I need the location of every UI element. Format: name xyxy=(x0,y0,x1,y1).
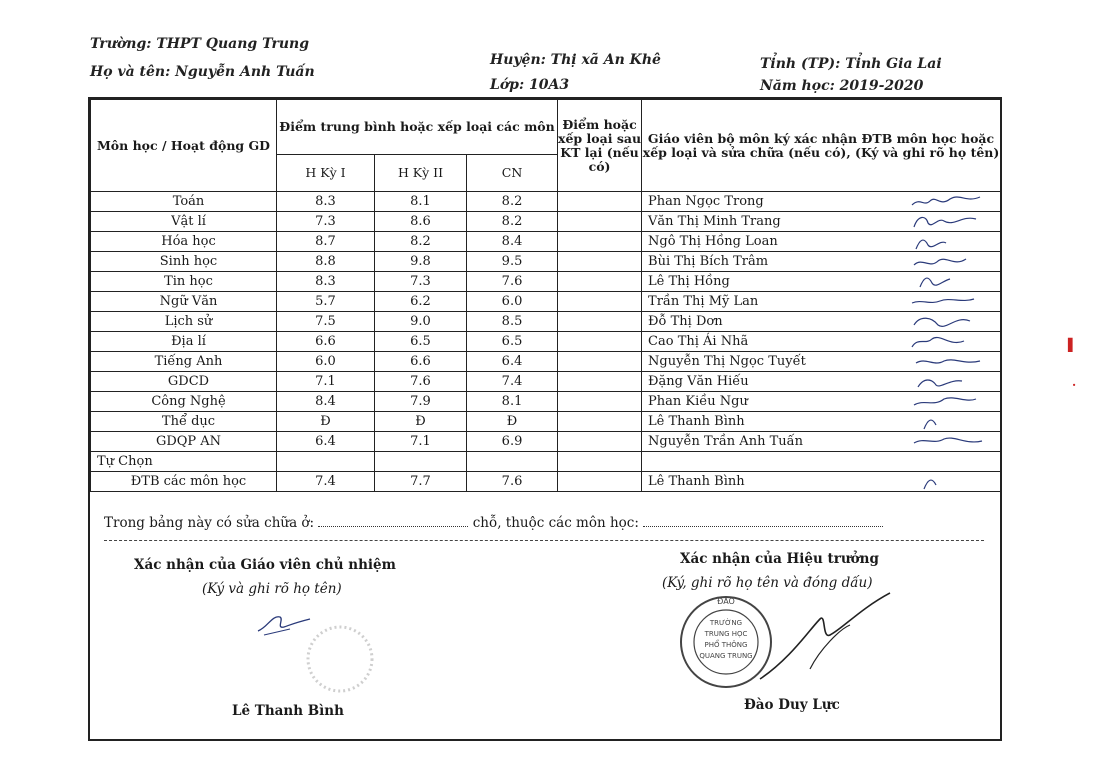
cn-cell xyxy=(467,252,558,272)
subject-text: ĐTB các môn học xyxy=(130,474,247,489)
teacher-text: Phan Kiều Ngư xyxy=(648,394,748,409)
sem1-text: 8.3 xyxy=(315,274,336,289)
subject-cell xyxy=(91,252,277,272)
sem2-cell xyxy=(375,352,467,372)
sem1-cell xyxy=(277,472,375,492)
principal-sub: (Ký, ghi rõ họ tên và đóng dấu) xyxy=(662,575,873,591)
teacher-signature-icon xyxy=(910,473,990,491)
subject-text: Tin học xyxy=(164,274,213,289)
subject-text: Công Nghệ xyxy=(151,394,226,409)
subject-row xyxy=(91,292,1001,312)
sem2-cell xyxy=(375,372,467,392)
margin-mark-2: · xyxy=(1072,378,1077,392)
teacher-text: Ngô Thị Hồng Loan xyxy=(648,234,778,249)
teacher-cell xyxy=(642,252,1001,272)
year-label: Năm học: xyxy=(760,78,835,94)
teacher-signature-icon xyxy=(910,393,990,411)
subject-text: Ngữ Văn xyxy=(159,294,218,309)
elective-empty-cell xyxy=(375,452,467,472)
correction-mid: chỗ, thuộc các môn học: xyxy=(472,515,639,531)
cn-cell xyxy=(467,392,558,412)
sem1-cell xyxy=(277,372,375,392)
sem2-text: 8.1 xyxy=(410,194,431,209)
sem1-text: 5.7 xyxy=(315,294,336,309)
cn-cell xyxy=(467,432,558,452)
sem2-cell xyxy=(375,472,467,492)
cn-cell xyxy=(467,272,558,292)
school-label: Trường: xyxy=(90,36,152,52)
sem1-text: 8.8 xyxy=(315,254,336,269)
teacher-text: Phan Ngọc Trong xyxy=(648,194,764,209)
correction-count-dots xyxy=(318,516,468,527)
grades-table xyxy=(90,99,1001,492)
sem1-text: 8.3 xyxy=(315,194,336,209)
subject-row xyxy=(91,372,1001,392)
teacher-signature-icon xyxy=(910,193,990,211)
teacher-signature-icon xyxy=(910,253,990,271)
cn-text: 8.2 xyxy=(501,194,523,209)
subject-text: Tiếng Anh xyxy=(154,354,223,369)
subject-cell xyxy=(91,332,277,352)
subject-cell xyxy=(91,212,277,232)
cn-cell xyxy=(467,412,558,432)
teacher-cell xyxy=(642,292,1001,312)
subject-row xyxy=(91,212,1001,232)
sem1-cell xyxy=(277,332,375,352)
sem2-cell xyxy=(375,212,467,232)
header-sem1: H Kỳ I xyxy=(277,155,375,192)
subject-cell xyxy=(91,292,277,312)
student-name: Nguyễn Anh Tuấn xyxy=(175,64,315,80)
sem1-cell xyxy=(277,412,375,432)
sem1-text: 7.1 xyxy=(315,374,336,389)
school-line xyxy=(90,36,309,52)
homeroom-name: Lê Thanh Bình xyxy=(232,703,344,719)
stamp-line: TRƯỜNG xyxy=(709,619,743,627)
teacher-text: Trần Thị Mỹ Lan xyxy=(648,294,759,309)
teacher-text: Lê Thị Hồng xyxy=(648,274,730,289)
subject-row xyxy=(91,312,1001,332)
sem2-text: 6.6 xyxy=(410,354,431,369)
retest-cell xyxy=(558,372,642,392)
sem1-cell xyxy=(277,292,375,312)
subject-row xyxy=(91,352,1001,372)
elective-row xyxy=(91,452,1001,472)
retest-cell xyxy=(558,272,642,292)
teacher-text: Nguyễn Thị Ngọc Tuyết xyxy=(648,354,806,369)
subject-row xyxy=(91,392,1001,412)
average-row xyxy=(91,472,1001,492)
teacher-text: Lê Thanh Bình xyxy=(648,474,745,489)
sem1-cell xyxy=(277,192,375,212)
principal-title: Xác nhận của Hiệu trưởng xyxy=(680,551,879,567)
subject-text: Hóa học xyxy=(161,234,216,249)
class-line xyxy=(490,77,569,93)
header-average: Điểm trung bình hoặc xếp loại các môn xyxy=(277,100,558,155)
retest-cell xyxy=(558,332,642,352)
cn-cell xyxy=(467,312,558,332)
retest-cell xyxy=(558,252,642,272)
cn-text: Đ xyxy=(506,414,518,429)
stamp-text xyxy=(696,618,756,662)
sem2-cell xyxy=(375,412,467,432)
cn-text: 6.5 xyxy=(501,334,523,349)
subject-text: Thể dục xyxy=(161,414,216,429)
teacher-signature-icon xyxy=(910,213,990,231)
teacher-cell xyxy=(642,372,1001,392)
transcript-sheet xyxy=(88,97,1002,741)
retest-cell xyxy=(558,412,642,432)
subject-text: GDCD xyxy=(167,374,210,389)
correction-note xyxy=(104,515,883,531)
header-retest: Điểm hoặc xếp loại sau KT lại (nếu có) xyxy=(558,100,642,192)
sem2-text: 7.9 xyxy=(410,394,431,409)
margin-mark: ▌ xyxy=(1068,338,1078,352)
cn-text: 7.6 xyxy=(501,474,523,489)
header-teacher: Giáo viên bộ môn ký xác nhận ĐTB môn học hoặc xếp loại và sửa chữa (nếu có), (Ký và ghi rõ họ tên) xyxy=(642,100,1001,192)
subject-row xyxy=(91,232,1001,252)
sem2-text: 7.3 xyxy=(410,274,431,289)
teacher-signature-icon xyxy=(910,373,990,391)
teacher-cell xyxy=(642,232,1001,252)
sem2-text: 7.7 xyxy=(410,474,431,489)
elective-label: Tự Chọn xyxy=(91,452,277,472)
subject-row xyxy=(91,412,1001,432)
homeroom-sub: (Ký và ghi rõ họ tên) xyxy=(202,581,342,597)
subject-cell xyxy=(91,412,277,432)
teacher-signature-icon xyxy=(910,433,990,451)
teacher-signature-icon xyxy=(910,313,990,331)
sem1-text: 7.5 xyxy=(315,314,336,329)
teacher-text: Lê Thanh Bình xyxy=(648,414,745,429)
class-name: 10A3 xyxy=(529,77,570,93)
subject-cell xyxy=(91,372,277,392)
subject-text: Lịch sử xyxy=(164,314,213,329)
subject-cell xyxy=(91,472,277,492)
teacher-signature-icon xyxy=(910,273,990,291)
subject-cell xyxy=(91,432,277,452)
teacher-cell xyxy=(642,392,1001,412)
teacher-cell xyxy=(642,312,1001,332)
header-cn: CN xyxy=(467,155,558,192)
cn-text: 8.2 xyxy=(501,214,523,229)
grades-body xyxy=(91,192,1001,492)
separator xyxy=(104,540,984,541)
sem2-cell xyxy=(375,332,467,352)
subject-text: Toán xyxy=(172,194,205,209)
sem2-text: 6.5 xyxy=(410,334,431,349)
sem1-text: 6.6 xyxy=(315,334,336,349)
correction-prefix: Trong bảng này có sửa chữa ở: xyxy=(104,515,315,531)
header-subject: Môn học / Hoạt động GD xyxy=(91,100,277,192)
subject-row xyxy=(91,332,1001,352)
homeroom-title: Xác nhận của Giáo viên chủ nhiệm xyxy=(134,557,396,573)
sem1-cell xyxy=(277,272,375,292)
sem2-text: 8.6 xyxy=(410,214,431,229)
sem2-cell xyxy=(375,192,467,212)
teacher-text: Đặng Văn Hiếu xyxy=(648,374,749,389)
cn-cell xyxy=(467,472,558,492)
cn-cell xyxy=(467,192,558,212)
stamp-line: QUANG TRUNG xyxy=(699,652,753,660)
elective-empty-cell xyxy=(277,452,375,472)
retest-cell xyxy=(558,432,642,452)
cn-cell xyxy=(467,232,558,252)
cn-text: 6.9 xyxy=(501,434,523,449)
sem1-text: 7.3 xyxy=(315,214,336,229)
sem2-text: 9.0 xyxy=(410,314,431,329)
teacher-signature-icon xyxy=(910,293,990,311)
student-label: Họ và tên: xyxy=(90,64,171,80)
sem2-cell xyxy=(375,312,467,332)
teacher-cell xyxy=(642,332,1001,352)
retest-cell xyxy=(558,192,642,212)
cn-cell xyxy=(467,292,558,312)
subject-cell xyxy=(91,232,277,252)
elective-empty-cell xyxy=(467,452,558,472)
sem1-cell xyxy=(277,212,375,232)
stamp-top-text: ĐÀO xyxy=(717,597,735,606)
retest-cell xyxy=(558,352,642,372)
cn-text: 7.6 xyxy=(501,274,523,289)
sem2-cell xyxy=(375,232,467,252)
class-label: Lớp: xyxy=(490,77,525,93)
sem1-cell xyxy=(277,252,375,272)
sem1-cell xyxy=(277,232,375,252)
cn-cell xyxy=(467,332,558,352)
teacher-signature-icon xyxy=(910,333,990,351)
cn-text: 6.0 xyxy=(501,294,523,309)
teacher-signature-icon xyxy=(910,233,990,251)
sem2-cell xyxy=(375,252,467,272)
subject-cell xyxy=(91,392,277,412)
teacher-signature-icon xyxy=(910,413,990,431)
sem1-cell xyxy=(277,432,375,452)
cn-cell xyxy=(467,212,558,232)
sem1-text: 7.4 xyxy=(315,474,336,489)
subject-cell xyxy=(91,352,277,372)
district-name: Thị xã An Khê xyxy=(550,52,661,68)
year-line xyxy=(760,78,923,94)
teacher-text: Cao Thị Ái Nhã xyxy=(648,334,749,349)
sem2-text: 6.2 xyxy=(410,294,431,309)
subject-row xyxy=(91,252,1001,272)
sem2-text: 7.6 xyxy=(410,374,431,389)
year-value: 2019-2020 xyxy=(839,78,924,94)
subject-cell xyxy=(91,312,277,332)
sem2-cell xyxy=(375,272,467,292)
teacher-cell xyxy=(642,472,1001,492)
teacher-signature-icon xyxy=(910,353,990,371)
cn-text: 8.4 xyxy=(501,234,523,249)
school-name: THPT Quang Trung xyxy=(156,36,309,52)
stamp-line: PHỔ THÔNG xyxy=(704,641,748,649)
principal-name: Đào Duy Lực xyxy=(744,697,840,713)
elective-empty-cell xyxy=(558,452,642,472)
sem1-text: Đ xyxy=(320,414,331,429)
correction-subjects-dots xyxy=(643,516,883,527)
sem2-text: 9.8 xyxy=(410,254,431,269)
subject-text: GDQP AN xyxy=(155,434,222,449)
sem1-cell xyxy=(277,392,375,412)
header-sem2: H Kỳ II xyxy=(375,155,467,192)
sem1-cell xyxy=(277,312,375,332)
sem1-cell xyxy=(277,352,375,372)
subject-text: Địa lí xyxy=(171,334,206,349)
sem2-cell xyxy=(375,292,467,312)
teacher-cell xyxy=(642,352,1001,372)
teacher-cell xyxy=(642,212,1001,232)
cn-cell xyxy=(467,352,558,372)
sem2-cell xyxy=(375,432,467,452)
sem2-cell xyxy=(375,392,467,412)
sem1-text: 8.4 xyxy=(315,394,336,409)
cn-text: 8.1 xyxy=(501,394,523,409)
faint-stamp-icon xyxy=(285,624,395,694)
retest-cell xyxy=(558,312,642,332)
student-line xyxy=(90,64,315,80)
district-label: Huyện: xyxy=(490,52,546,68)
cn-text: 8.5 xyxy=(501,314,523,329)
cn-text: 9.5 xyxy=(501,254,523,269)
teacher-cell xyxy=(642,192,1001,212)
province-name: Tỉnh Gia Lai xyxy=(845,56,942,72)
teacher-cell xyxy=(642,272,1001,292)
sem2-text: Đ xyxy=(415,414,426,429)
subject-text: Sinh học xyxy=(159,254,218,269)
sem1-text: 8.7 xyxy=(315,234,336,249)
subject-row xyxy=(91,432,1001,452)
retest-cell xyxy=(558,472,642,492)
teacher-text: Đỗ Thị Dơn xyxy=(648,314,723,329)
teacher-text: Văn Thị Minh Trang xyxy=(648,214,781,229)
retest-cell xyxy=(558,292,642,312)
sem2-text: 7.1 xyxy=(410,434,431,449)
district-line xyxy=(490,52,661,68)
retest-cell xyxy=(558,232,642,252)
subject-row xyxy=(91,272,1001,292)
teacher-cell xyxy=(642,412,1001,432)
sem2-text: 8.2 xyxy=(410,234,431,249)
teacher-text: Nguyễn Trần Anh Tuấn xyxy=(648,434,803,449)
teacher-text: Bùi Thị Bích Trâm xyxy=(648,254,769,269)
retest-cell xyxy=(558,212,642,232)
province-line xyxy=(760,56,942,72)
footer xyxy=(90,499,1000,739)
subject-text: Vật lí xyxy=(171,214,206,229)
cn-cell xyxy=(467,372,558,392)
sem1-text: 6.0 xyxy=(315,354,336,369)
stamp-line: TRUNG HỌC xyxy=(704,630,748,638)
subject-row xyxy=(91,192,1001,212)
subject-cell xyxy=(91,272,277,292)
cn-text: 6.4 xyxy=(501,354,523,369)
province-label: Tỉnh (TP): xyxy=(760,56,841,72)
cn-text: 7.4 xyxy=(501,374,523,389)
subject-cell xyxy=(91,192,277,212)
elective-empty-cell xyxy=(642,452,1001,472)
sem1-text: 6.4 xyxy=(315,434,336,449)
teacher-cell xyxy=(642,432,1001,452)
retest-cell xyxy=(558,392,642,412)
principal-signature-icon xyxy=(750,589,950,699)
